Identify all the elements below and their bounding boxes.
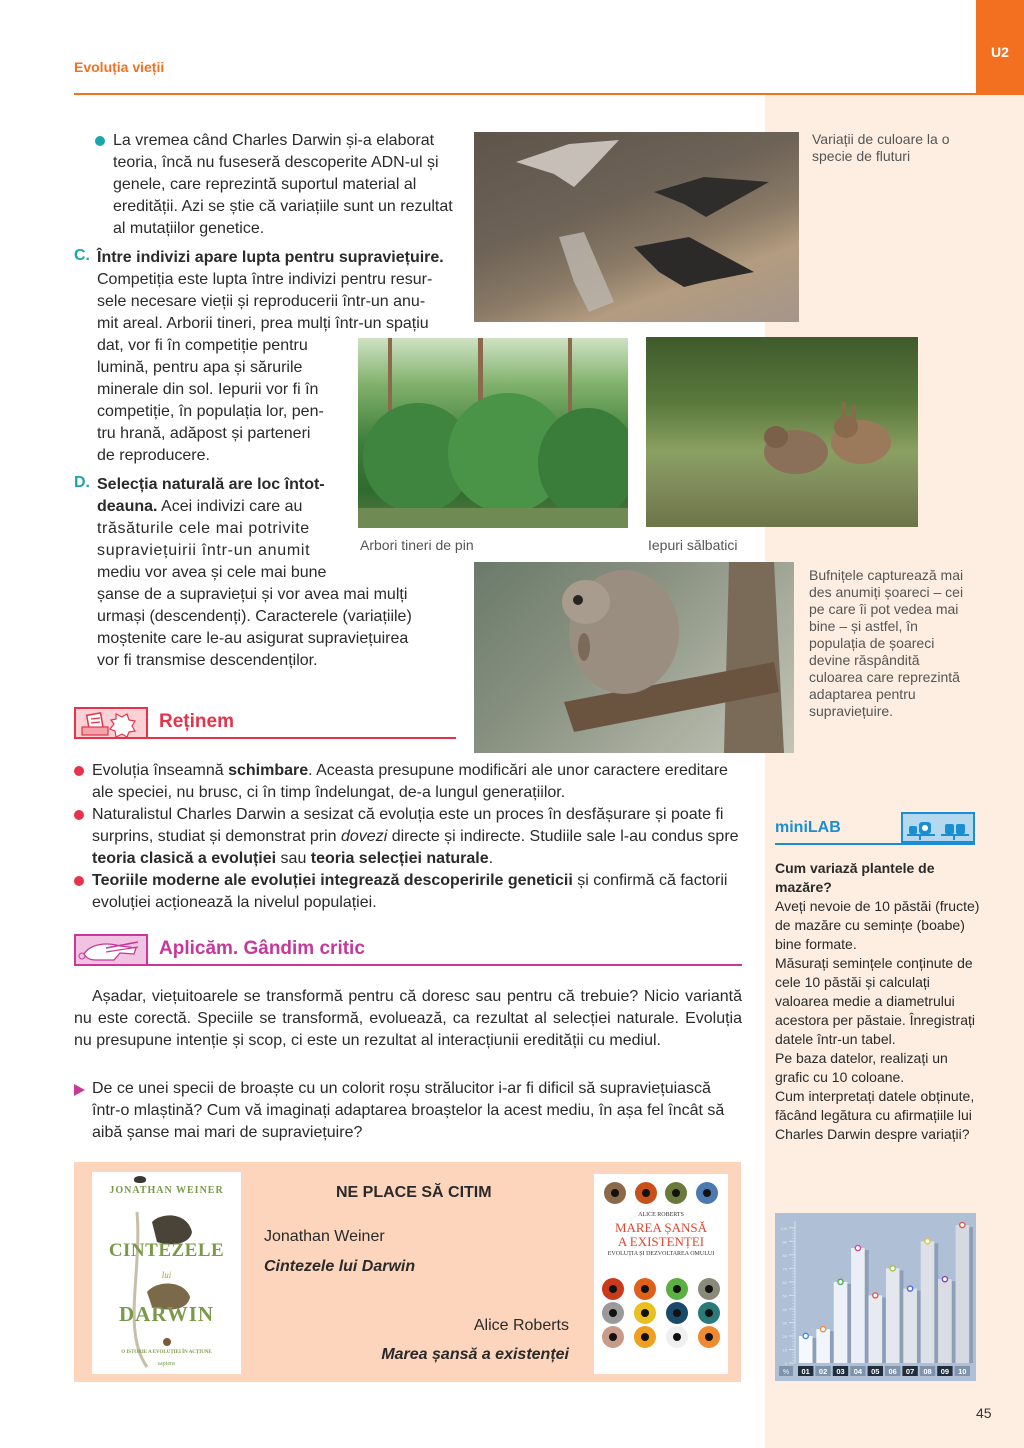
retinem-title: Reținem — [159, 711, 234, 732]
retinem-item — [92, 870, 742, 914]
bar — [799, 1336, 813, 1363]
y-tick-label: 80 — [782, 1252, 787, 1258]
bar-shadow — [812, 1338, 816, 1363]
eye-illustration — [602, 1326, 624, 1348]
x-tick-label: 06 — [888, 1367, 897, 1376]
y-tick-label: 90 — [782, 1239, 787, 1245]
x-tick-label: 07 — [905, 1367, 915, 1376]
retinem-rule — [148, 737, 456, 739]
text-line: moștenite care le-au asigurat supraviețuirea — [97, 630, 409, 647]
eye-illustration — [634, 1278, 656, 1300]
cover-title-1: CINTEZELE — [108, 1240, 225, 1261]
bullet-icon — [74, 876, 84, 886]
book1-title: Cintezele lui Darwin — [264, 1258, 416, 1275]
eye-illustration — [634, 1326, 656, 1348]
text-span: . — [488, 850, 494, 867]
retinem-header — [74, 707, 456, 739]
emphasis: dovezi — [341, 828, 388, 845]
keyword: teoria clasică a evoluției — [92, 850, 277, 867]
bar — [938, 1279, 952, 1363]
bar-shadow — [847, 1284, 851, 1363]
cover-eyes-grid — [600, 1278, 722, 1370]
x-tick-label: 01 — [801, 1367, 810, 1376]
bar-marker — [855, 1245, 860, 1250]
retinem-item — [92, 760, 742, 804]
bar-marker — [942, 1277, 947, 1282]
minilab-step: Pe baza datelor, realizați un grafic cu 10 coloane. — [775, 1050, 948, 1085]
rabbits-illustration — [646, 337, 918, 527]
section-d-heading-end: deauna. — [97, 498, 158, 515]
bar-shadow — [952, 1281, 956, 1363]
text-span: Naturalistul Charles Darwin a sesizat că evoluția este un proces în desfășurare și poate fi surprins, studiat și demonstrat prin — [92, 806, 724, 845]
text-line: mediu vor avea și cele mai bune — [97, 564, 327, 581]
cover-title-2: DARWIN — [118, 1302, 215, 1326]
text-line: tru hrană, adăpost și parteneri — [97, 425, 311, 442]
aplicam-writing-hand-icon — [74, 934, 148, 966]
text-span: directe și indirecte. Studiile sale l-au condus spre — [387, 828, 739, 845]
page-number: 45 — [976, 1405, 992, 1421]
section-d-letter: D. — [74, 474, 90, 491]
book-cover-marea-sansa — [594, 1174, 728, 1374]
moths-caption: Variații de culoare la o specie de fluturi — [812, 131, 950, 164]
book1-author: Jonathan Weiner — [264, 1228, 385, 1245]
text-line: supraviețuirii într-un anumit — [97, 542, 311, 559]
x-tick-label: 05 — [871, 1367, 880, 1376]
bullet-icon — [74, 766, 84, 776]
y-tick-label: 70 — [782, 1266, 787, 1272]
eye-illustration — [602, 1302, 624, 1324]
cover-title-small: lui — [161, 1270, 172, 1280]
minilab-step: Măsurați semințele conținute de cele 10 păstăi și calculați valoarea medie a diametrului acestora per păstaie. Înregistrați datele într-un tabel. — [775, 955, 975, 1047]
y-tick-label: 100 — [780, 1225, 787, 1231]
bar-marker — [873, 1293, 878, 1298]
x-tick-label: 02 — [818, 1367, 828, 1376]
text-span: Evoluția înseamnă — [92, 762, 229, 779]
aplicam-title: Aplicăm. Gândim critic — [159, 938, 365, 959]
book-cover-cintezele — [92, 1172, 241, 1374]
bar-shadow — [882, 1297, 886, 1363]
bar-shadow — [934, 1243, 938, 1363]
eye-illustration — [698, 1302, 720, 1324]
bar-marker — [890, 1266, 895, 1271]
eye-illustration — [635, 1182, 657, 1204]
text-line: lumină, pentru apa și sărurile — [97, 359, 303, 376]
minilab-text — [775, 859, 980, 1144]
cover-author: ALICE ROBERTS — [638, 1212, 684, 1218]
y-tick-label: 20 — [782, 1333, 787, 1339]
bar-marker — [821, 1327, 826, 1332]
moths-illustration — [474, 132, 799, 322]
cover-title-2: A EXISTENȚEI — [617, 1234, 705, 1249]
cover-subtitle: O ISTORIE A EVOLUȚIEI ÎN ACȚIUNE — [121, 1350, 212, 1355]
retinem-item — [92, 804, 742, 870]
section-d-heading-line: Selecția naturală are loc întot- — [97, 476, 325, 493]
y-tick-label: 60 — [782, 1279, 787, 1285]
pea-bar-chart — [775, 1213, 976, 1381]
aplicam-rule — [148, 964, 742, 966]
pines-photo — [358, 338, 628, 528]
bar-shadow — [899, 1270, 903, 1363]
text-line: mit areal. Arborii tineri, prea mulți într-un spațiu — [97, 315, 429, 332]
keyword: schimbare — [228, 762, 309, 779]
bar-shadow — [917, 1291, 921, 1363]
header-rule — [74, 93, 976, 95]
cover-publisher: sapiens — [157, 1361, 176, 1367]
owl-illustration — [474, 562, 794, 753]
text-line: urmași (descendenți). Caracterele (variațiile) — [97, 608, 412, 625]
bar-marker — [925, 1239, 930, 1244]
bar — [869, 1295, 883, 1363]
text-span: sau — [276, 850, 311, 867]
text-line: competiție, în populația lor, pen- — [97, 403, 324, 420]
reading-title: NE PLACE SĂ CITIM — [336, 1184, 492, 1201]
chapter-title: Evoluția vieții — [74, 59, 165, 75]
text-line: minerale din sol. Iepurii vor fi în — [97, 381, 319, 398]
minilab-scales-icon — [901, 812, 975, 843]
text-line: Competiția este lupta între indivizi pentru resur- — [97, 271, 433, 288]
eye-illustration — [698, 1278, 720, 1300]
x-tick-label: 04 — [853, 1367, 863, 1376]
y-tick-label: 10 — [782, 1347, 787, 1353]
aplicam-header — [74, 934, 742, 966]
bar — [851, 1248, 865, 1363]
bar-shadow — [865, 1250, 869, 1363]
reading-box — [74, 1162, 741, 1382]
book2-title: Marea șansă a existenței — [381, 1346, 569, 1363]
eye-illustration — [696, 1182, 718, 1204]
cover-eyes-row — [600, 1182, 722, 1208]
book2-author: Alice Roberts — [473, 1317, 569, 1334]
rabbits-caption: Iepuri sălbatici — [648, 537, 738, 553]
bar-shadow — [830, 1331, 834, 1363]
bullet-icon — [74, 810, 84, 820]
aplicam-question: De ce unei specii de broaște cu un colorit roșu strălucitor i-ar fi dificil să supraviețuiască într-o mlaștină? Cum vă imaginați adaptarea broaștelor la acest mediu, în așa fel încât să aibă șanse mai mari de supraviețuire? — [92, 1080, 725, 1141]
retinem-notes-icon — [74, 707, 148, 739]
bar-marker — [803, 1333, 808, 1338]
section-c-letter: C. — [74, 247, 90, 264]
bar — [921, 1241, 935, 1363]
cover-subtitle: EVOLUȚIA ȘI DEZVOLTAREA OMULUI — [607, 1251, 715, 1257]
cover-author: JONATHAN WEINER — [109, 1185, 224, 1196]
eye-illustration — [604, 1182, 626, 1204]
y-tick-label: 0 — [784, 1361, 787, 1366]
text-line: de reproducere. — [97, 447, 210, 464]
eye-illustration — [602, 1278, 624, 1300]
minilab-question: Cum variază plantele de mazăre? — [775, 860, 935, 895]
moths-photo — [474, 132, 799, 322]
bar — [886, 1268, 900, 1363]
minilab-title: miniLAB — [775, 819, 841, 836]
intro-paragraph: La vremea când Charles Darwin și-a elaborat teoria, încă nu fuseseră descoperite ADN-ul și genele, care reprezintă suportul material al eredității. Azi se știe că variațiile sunt un rezultat al mutațiilor genetice. — [113, 132, 453, 237]
section-c-heading: Între indivizi apare lupta pentru supraviețuire. — [97, 249, 444, 266]
eye-illustration — [666, 1278, 688, 1300]
x-tick-label: 03 — [836, 1367, 845, 1376]
eye-illustration — [665, 1182, 687, 1204]
pines-illustration — [358, 338, 628, 528]
pines-caption: Arbori tineri de pin — [360, 537, 474, 553]
cover-title-1: MAREA ȘANSĂ — [614, 1220, 708, 1235]
unit-label: U2 — [991, 44, 1009, 60]
x-axis-unit-label: % — [782, 1369, 790, 1376]
bar-marker — [908, 1286, 913, 1291]
minilab-step: Cum interpretați datele obținute, făcând legătura cu afirmațiile lui Charles Darwin despre variații? — [775, 1088, 975, 1142]
aplicam-paragraph: Așadar, viețuitoarele se transformă pentru că doresc sau pentru că trebuie? Nicio variantă nu este corectă. Speciile se transformă, evoluează, ca rezultat al selecției naturale. Evoluția nu presupune intenție și scop, ci este un rezultat al interacțiunii eredității cu mediul. — [74, 988, 742, 1049]
text-line: sele necesare vieții și reproducerii într-un anu- — [97, 293, 426, 310]
eye-illustration — [666, 1302, 688, 1324]
text-line: vor fi transmise descendenților. — [97, 652, 318, 669]
x-tick-label: 10 — [958, 1367, 967, 1376]
rabbits-photo — [646, 337, 918, 527]
text-span: Acei indivizi care au — [157, 498, 303, 515]
bar — [816, 1329, 830, 1363]
y-tick-label: 30 — [782, 1320, 787, 1326]
y-tick-label: 40 — [782, 1306, 787, 1312]
bar-shadow — [969, 1227, 973, 1363]
unit-tab — [976, 0, 1024, 95]
text-line: trăsăturile cele mai potrivite — [97, 520, 310, 537]
eye-illustration — [698, 1326, 720, 1348]
text-line: șanse de a supraviețui și vor avea mai mulți — [97, 586, 408, 603]
keyword: teoria selecției naturale — [310, 850, 489, 867]
eye-illustration — [634, 1302, 656, 1324]
owl-photo — [474, 562, 794, 753]
owl-caption: Bufnițele capturează mai des anumiți șoareci – cei pe care îi pot vedea mai bine – și astfel, în populația de șoareci devine răspândită culoarea care reprezintă adaptarea pentru supraviețuire. — [809, 567, 964, 719]
bar-marker — [960, 1222, 965, 1227]
y-tick-label: 50 — [782, 1293, 787, 1299]
text-line: dat, vor fi în competiție pentru — [97, 337, 308, 354]
bar — [834, 1282, 848, 1363]
x-tick-label: 09 — [940, 1367, 950, 1376]
text-span: . Aceasta presupune modificări ale unor caractere ereditare ale speciei, nu brusc, ci în timp îndelungat, de-a lungul generațiilor. — [92, 762, 728, 801]
triangle-bullet-icon — [74, 1084, 85, 1096]
text-span: și confirmă că factorii evoluției acționează la nivelul populației. — [92, 872, 728, 911]
bar — [903, 1289, 917, 1363]
bar-marker — [838, 1279, 843, 1284]
bar — [956, 1225, 970, 1363]
eye-illustration — [666, 1326, 688, 1348]
minilab-step: Aveți nevoie de 10 păstăi (fructe) de mazăre cu semințe (boabe) bine formate. — [775, 898, 980, 952]
bullet-icon — [95, 136, 105, 146]
keyword: Teoriile moderne ale evoluției integrează descoperirile geneticii — [92, 872, 573, 889]
x-tick-label: 08 — [923, 1367, 932, 1376]
